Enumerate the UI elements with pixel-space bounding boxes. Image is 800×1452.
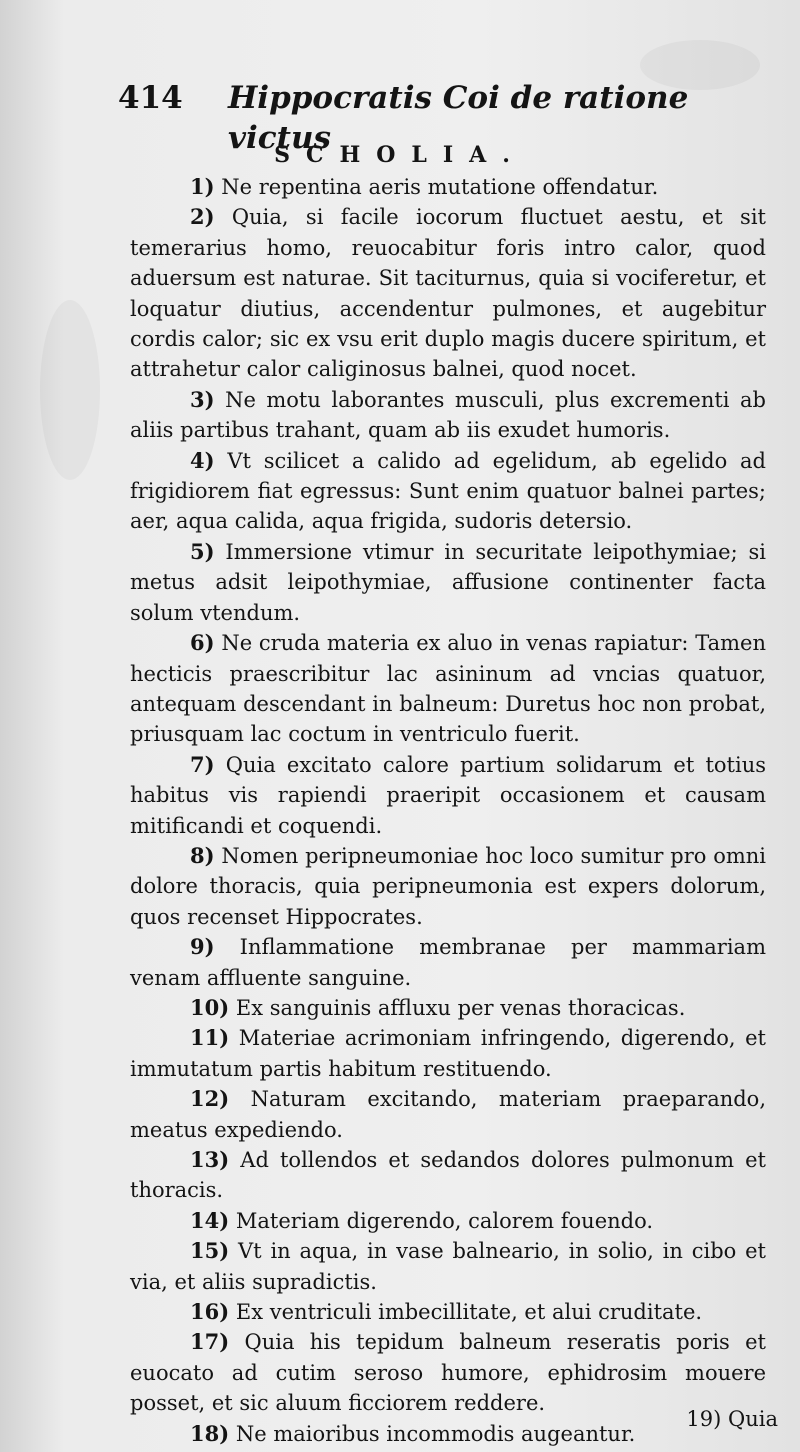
page-number: 414 <box>118 80 183 116</box>
note-1: 1) Ne repentina aeris mutatione offendatur. <box>190 174 659 199</box>
note-7: 7) Quia excitato calore partium solidarum et totius habitus vis rapiendi praeripit occasionem et causam mitificandi et coquendi. <box>130 751 766 838</box>
note-6: 6) Ne cruda materia ex aluo in venas rapiatur: Tamen hecticis praescribitur lac asininum ad vncias quatuor, antequam descendant in balneum: Duretus hoc non probat, priusquam lac coctum in ventriculo fuerit. <box>130 630 766 747</box>
note-4: 4) Vt scilicet a calido ad egelidum, ab egelido ad frigidiorem fiat egressus: Sunt enim quatuor balnei partes; aer, aqua calida, aqua frigida, sudoris detersio. <box>130 447 766 534</box>
note-17: 17) Quia his tepidum balneum reseratis poris et euocato ad cutim seroso humore, ephidrosim mouere posset, et sic aluum ficciorem reddere. <box>130 1329 767 1416</box>
note-5: 5) Immersione vtimur in securitate leipothymiae; si metus adsit leipothymiae, affusione continenter facta solum vtendum. <box>130 538 766 625</box>
note-3: 3) Ne motu laborantes musculi, plus excrementi ab aliis partibus trahant, quam ab iis exudet humoris. <box>130 386 766 443</box>
paper-stain <box>40 300 100 480</box>
note-2: 2) Quia, si facile iocorum fluctuet aestu, et sit temerarius homo, reuocabitur foris intro calor, quod aduersum est naturae. Sit taciturnus, quia si vociferetur, et loquatur diutius, accendentur pulmones, et augebitur cordis calor; sic ex vsu erit duplo magis ducere spiritum, et attrahetur calor caliginosus balnei, quod nocet. <box>130 204 766 382</box>
note-14: 14) Materiam digerendo, calorem fouendo. <box>190 1207 654 1233</box>
note-10: 10) Ex sanguinis affluxu per venas thoracicas. <box>190 994 686 1020</box>
running-title: Hippocratis Coi de ratione victus <box>228 80 689 156</box>
section-title: SCHOLIA. <box>274 142 526 168</box>
note-9: 9) Inflammatione membranae per mammariam venam affluente sanguine. <box>130 934 766 990</box>
note-15: 15) Vt in aqua, in vase balneario, in solio, in cibo et via, et aliis supradictis. <box>130 1238 766 1294</box>
note-16: 16) Ex ventriculi imbecillitate, et alui cruditate. <box>190 1299 703 1325</box>
note-12: 12) Naturam excitando, materiam praeparando, meatus expediendo. <box>130 1086 766 1142</box>
note-13: 13) Ad tollendos et sedandos dolores pulmonum et thoracis. <box>130 1147 766 1203</box>
note-8: 8) Nomen peripneumoniae hoc loco sumitur pro omni dolore thoracis, quia peripneumonia est expers dolorum, quos recenset Hippocrates. <box>130 842 766 929</box>
note-11: 11) Materiae acrimoniam infringendo, digerendo, et immutatum partis habitum restituendo. <box>130 1025 766 1081</box>
note-18: 18) Ne maioribus incommodis augeantur. <box>190 1420 636 1446</box>
catchword: 19) Quia <box>686 1407 778 1431</box>
notes-body <box>130 172 766 1449</box>
